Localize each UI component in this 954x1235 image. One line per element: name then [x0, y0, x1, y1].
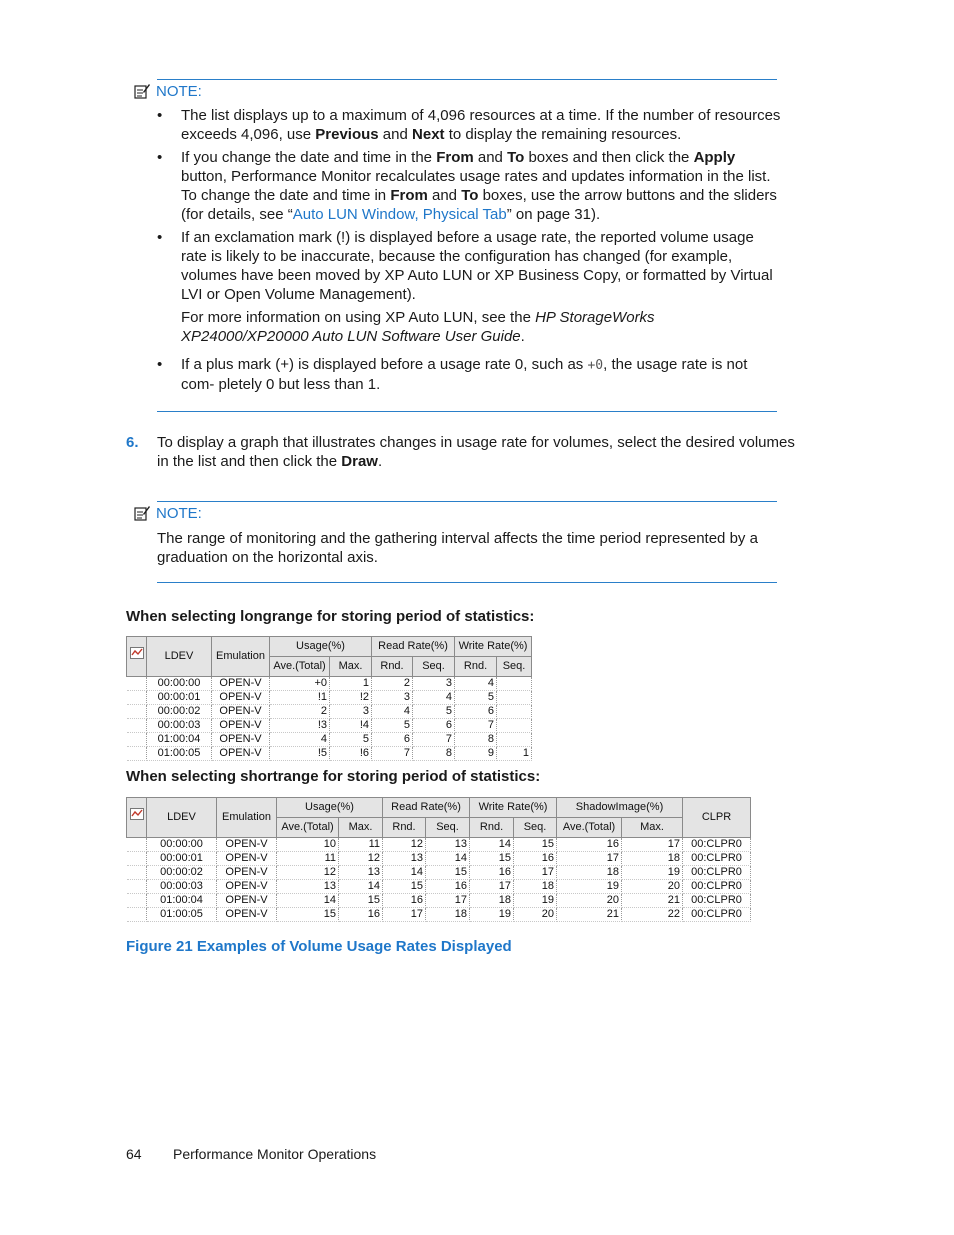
column-header-max[interactable]: Max.	[330, 657, 372, 677]
table-cell: 7	[455, 719, 497, 733]
table-cell: OPEN-V	[212, 691, 270, 705]
table-cell: 4	[455, 677, 497, 691]
graph-toggle-header[interactable]	[127, 798, 147, 838]
column-header-read-rnd[interactable]: Rnd.	[372, 657, 413, 677]
step-number: 6.	[126, 434, 139, 451]
shortrange-table	[126, 797, 751, 922]
table-cell: 15	[514, 838, 557, 852]
table-cell: 2	[372, 677, 413, 691]
table-cell: 00:CLPR0	[683, 838, 751, 852]
shortrange-heading: When selecting shortrange for storing period of statistics:	[126, 768, 541, 785]
text-run: .	[377, 453, 383, 470]
text-run: For more information on using XP Auto LUN, see the	[181, 309, 536, 326]
row-select-cell[interactable]	[127, 894, 147, 908]
table-cell: 00:00:03	[147, 880, 217, 894]
table-cell: 20	[622, 880, 683, 894]
table-cell	[497, 677, 532, 691]
table-cell: 14	[383, 866, 426, 880]
table-cell: 3	[372, 691, 413, 705]
table-cell: 00:00:00	[147, 838, 217, 852]
table-row[interactable]	[127, 677, 532, 691]
bold-term: Draw	[341, 453, 378, 470]
row-select-cell[interactable]	[127, 677, 147, 691]
table-cell: OPEN-V	[217, 852, 277, 866]
column-header-shadow-max[interactable]: Max.	[622, 818, 683, 838]
table-cell: 16	[426, 880, 470, 894]
bullet-text	[181, 106, 782, 144]
table-cell: 4	[270, 733, 330, 747]
column-header-ave-total[interactable]: Ave.(Total)	[277, 818, 339, 838]
table-cell: !5	[270, 747, 330, 761]
table-cell: 12	[339, 852, 383, 866]
note2-text: The range of monitoring and the gathering interval affects the time period represented by a graduation on the horizontal axis.	[157, 530, 758, 566]
column-header-shadow-ave-total[interactable]: Ave.(Total)	[557, 818, 622, 838]
bold-term: Previous	[315, 126, 379, 143]
text-run: to display the remaining resources.	[444, 126, 682, 143]
table-cell: OPEN-V	[217, 880, 277, 894]
text-run: and	[378, 126, 413, 143]
table-cell	[497, 691, 532, 705]
table-cell: 00:00:02	[147, 705, 212, 719]
figure-caption: Figure 21 Examples of Volume Usage Rates Displayed	[126, 938, 512, 955]
table-cell: 5	[413, 705, 455, 719]
column-header-read-seq[interactable]: Seq.	[426, 818, 470, 838]
table-cell: OPEN-V	[212, 733, 270, 747]
table-cell: 16	[557, 838, 622, 852]
table-row[interactable]	[127, 838, 751, 852]
row-select-cell[interactable]	[127, 705, 147, 719]
text-run: and	[473, 149, 508, 166]
bold-term: From	[390, 187, 428, 204]
text-run: and	[427, 187, 462, 204]
table-row[interactable]	[127, 691, 532, 705]
cross-reference-link[interactable]: Auto LUN Window, Physical Tab	[292, 206, 507, 223]
table-cell: OPEN-V	[212, 719, 270, 733]
table-row[interactable]	[127, 894, 751, 908]
table-cell: 20	[514, 908, 557, 922]
table-cell: 3	[413, 677, 455, 691]
table-cell: 16	[383, 894, 426, 908]
column-header-emulation[interactable]: Emulation	[217, 798, 277, 838]
bold-term: To	[461, 187, 479, 204]
table-cell: 11	[277, 852, 339, 866]
footer-title: Performance Monitor Operations	[173, 1146, 377, 1162]
table-row[interactable]	[127, 705, 532, 719]
table-cell: 18	[426, 908, 470, 922]
table-cell: 00:00:01	[147, 691, 212, 705]
table-cell: 21	[557, 908, 622, 922]
table-cell: 15	[426, 866, 470, 880]
bullet-extra-text	[181, 308, 782, 346]
table-cell: 7	[372, 747, 413, 761]
column-header-max[interactable]: Max.	[339, 818, 383, 838]
column-header-write-rate[interactable]: Write Rate(%)	[455, 637, 532, 657]
table-cell: 19	[514, 894, 557, 908]
row-select-cell[interactable]	[127, 747, 147, 761]
table-cell: +0	[270, 677, 330, 691]
column-header-read-rate[interactable]: Read Rate(%)	[383, 798, 470, 818]
table-cell: 01:00:05	[147, 747, 212, 761]
column-header-write-rnd[interactable]: Rnd.	[455, 657, 497, 677]
note2-label: NOTE:	[156, 504, 202, 522]
text-run: If an exclamation mark (!) is displayed before a usage rate, the reported volume usage rate is likely to be inaccurate, because the configuration has changed (for example, volumes have been moved by XP Auto LUN or XP Business Copy, or formatted by Virtual LVI or Open Volume Management).	[181, 229, 773, 303]
table-cell: 4	[413, 691, 455, 705]
row-select-cell[interactable]	[127, 908, 147, 922]
column-header-read-rnd[interactable]: Rnd.	[383, 818, 426, 838]
table-cell: 1	[330, 677, 372, 691]
page-number: 64	[126, 1146, 142, 1162]
table-cell: 19	[557, 880, 622, 894]
table-cell: OPEN-V	[212, 747, 270, 761]
table-cell: 19	[622, 866, 683, 880]
table-cell	[497, 705, 532, 719]
row-select-cell[interactable]	[127, 719, 147, 733]
table-cell: 16	[470, 866, 514, 880]
note1-bullet-list	[157, 106, 782, 398]
table-row[interactable]	[127, 719, 532, 733]
text-run: , the usage rate is not com- pletely 0 but less than 1.	[181, 356, 748, 393]
note2-bottom-rule	[157, 582, 777, 583]
table-cell: 22	[622, 908, 683, 922]
table-cell: 4	[372, 705, 413, 719]
table-cell: !6	[330, 747, 372, 761]
column-header-write-seq[interactable]: Seq.	[497, 657, 532, 677]
text-run: The list displays up to a maximum of 4,096 resources at a time. If the number of resources exceeds 4,096, use	[181, 107, 781, 143]
table-cell: 00:00:03	[147, 719, 212, 733]
column-header-emulation[interactable]: Emulation	[212, 637, 270, 677]
table-cell: 17	[383, 908, 426, 922]
table-cell: 16	[339, 908, 383, 922]
table-cell: 6	[455, 705, 497, 719]
graph-toggle-header[interactable]	[127, 637, 147, 677]
table-row[interactable]	[127, 866, 751, 880]
italic-title: HP StorageWorks XP24000/XP20000 Auto LUN Software User Guide	[181, 309, 655, 345]
graph-toggle-icon	[130, 808, 144, 820]
bullet-dot: •	[157, 229, 163, 246]
column-header-read-seq[interactable]: Seq.	[413, 657, 455, 677]
longrange-table	[126, 636, 532, 761]
table-cell: 14	[426, 852, 470, 866]
table-cell: 00:00:01	[147, 852, 217, 866]
table-cell: 15	[470, 852, 514, 866]
table-cell: 17	[557, 852, 622, 866]
note-pencil-icon	[134, 505, 150, 521]
row-select-cell[interactable]	[127, 852, 147, 866]
table-cell: 17	[622, 838, 683, 852]
code-value: +0	[587, 358, 604, 373]
row-select-cell[interactable]	[127, 838, 147, 852]
table-cell: 6	[372, 733, 413, 747]
table-cell: 01:00:04	[147, 733, 212, 747]
page-footer	[126, 1145, 377, 1164]
note1-top-rule	[157, 79, 777, 80]
table-cell: 00:CLPR0	[683, 894, 751, 908]
text-run: boxes, use the arrow buttons and the sliders (for details, see “	[181, 187, 777, 223]
row-select-cell[interactable]	[127, 691, 147, 705]
note-bullet-item	[157, 148, 782, 224]
table-cell: 18	[470, 894, 514, 908]
note1-header	[134, 81, 202, 101]
table-cell: 16	[514, 852, 557, 866]
table-cell: 6	[413, 719, 455, 733]
table-row[interactable]	[127, 908, 751, 922]
text-run: To display a graph that illustrates changes in usage rate for volumes, select the desired volumes in the list and then click the	[157, 434, 795, 470]
table-cell: 19	[470, 908, 514, 922]
table-cell: 15	[383, 880, 426, 894]
table-cell: 3	[330, 705, 372, 719]
column-header-write-seq[interactable]: Seq.	[514, 818, 557, 838]
column-header-clpr[interactable]: CLPR	[683, 798, 751, 838]
table-cell: 00:CLPR0	[683, 852, 751, 866]
table-cell: 5	[372, 719, 413, 733]
table-cell: 00:00:02	[147, 866, 217, 880]
step6-text	[157, 433, 802, 471]
row-select-cell[interactable]	[127, 880, 147, 894]
table-cell: 1	[497, 747, 532, 761]
table-cell: 00:CLPR0	[683, 866, 751, 880]
column-header-read-rate[interactable]: Read Rate(%)	[372, 637, 455, 657]
table-cell: 18	[514, 880, 557, 894]
table-cell: 12	[383, 838, 426, 852]
longrange-heading: When selecting longrange for storing period of statistics:	[126, 608, 535, 625]
table-cell: 9	[455, 747, 497, 761]
bullet-text	[181, 228, 782, 304]
table-row[interactable]	[127, 880, 751, 894]
table-cell: 20	[557, 894, 622, 908]
table-cell: 8	[413, 747, 455, 761]
table-cell	[497, 733, 532, 747]
table-cell: 17	[470, 880, 514, 894]
text-run: If you change the date and time in the	[181, 149, 437, 166]
table-cell: 18	[557, 866, 622, 880]
table-cell: 10	[277, 838, 339, 852]
table-row[interactable]	[127, 747, 532, 761]
column-header-write-rnd[interactable]: Rnd.	[470, 818, 514, 838]
table-cell	[497, 719, 532, 733]
table-cell: 01:00:04	[147, 894, 217, 908]
table-cell: 14	[277, 894, 339, 908]
table-cell: 21	[622, 894, 683, 908]
table-cell: 17	[514, 866, 557, 880]
table-cell: !1	[270, 691, 330, 705]
table-cell: 13	[426, 838, 470, 852]
graph-toggle-icon	[130, 647, 144, 659]
table-cell: 13	[383, 852, 426, 866]
table-cell: 17	[426, 894, 470, 908]
table-cell: 00:00:00	[147, 677, 212, 691]
table-cell: OPEN-V	[212, 705, 270, 719]
table-cell: 14	[339, 880, 383, 894]
table-cell: OPEN-V	[217, 866, 277, 880]
column-header-ldev[interactable]: LDEV	[147, 637, 212, 677]
bold-term: Apply	[693, 149, 736, 166]
bold-term: From	[436, 149, 474, 166]
table-cell: 12	[277, 866, 339, 880]
column-header-shadowimage[interactable]: ShadowImage(%)	[557, 798, 683, 818]
table-cell: 14	[470, 838, 514, 852]
bold-term: Next	[412, 126, 445, 143]
table-cell: !3	[270, 719, 330, 733]
table-cell: 5	[455, 691, 497, 705]
row-select-cell[interactable]	[127, 866, 147, 880]
note-bullet-item	[157, 228, 782, 346]
table-cell: 15	[339, 894, 383, 908]
row-select-cell[interactable]	[127, 733, 147, 747]
note2-top-rule	[157, 501, 777, 502]
bullet-dot: •	[157, 149, 163, 166]
column-header-ldev[interactable]: LDEV	[147, 798, 217, 838]
table-cell: 7	[413, 733, 455, 747]
column-header-ave-total[interactable]: Ave.(Total)	[270, 657, 330, 677]
text-run: .	[520, 328, 525, 345]
text-run: button, Performance Monitor recalculates usage rates and updates information in the list. To change the date and time in	[181, 168, 771, 204]
column-header-write-rate[interactable]: Write Rate(%)	[470, 798, 557, 818]
text-run: If a plus mark (+) is displayed before a usage rate 0, such as	[181, 356, 588, 373]
table-cell: 13	[277, 880, 339, 894]
table-cell: 2	[270, 705, 330, 719]
note-bullet-item	[157, 355, 782, 394]
table-cell: OPEN-V	[212, 677, 270, 691]
table-cell: OPEN-V	[217, 838, 277, 852]
table-cell: 13	[339, 866, 383, 880]
text-run: ” on page 31).	[506, 206, 601, 223]
note-bullet-item	[157, 106, 782, 144]
note1-bottom-rule	[157, 411, 777, 412]
table-row[interactable]	[127, 852, 751, 866]
column-header-usage[interactable]: Usage(%)	[270, 637, 372, 657]
note2-header	[134, 503, 202, 523]
table-cell: 00:CLPR0	[683, 908, 751, 922]
bullet-dot: •	[157, 107, 163, 124]
bullet-text	[181, 355, 782, 394]
table-cell: 8	[455, 733, 497, 747]
table-cell: 15	[277, 908, 339, 922]
column-header-usage[interactable]: Usage(%)	[277, 798, 383, 818]
bullet-dot: •	[157, 356, 163, 373]
table-row[interactable]	[127, 733, 532, 747]
table-cell: OPEN-V	[217, 894, 277, 908]
bullet-text	[181, 148, 782, 224]
table-cell: OPEN-V	[217, 908, 277, 922]
table-cell: 5	[330, 733, 372, 747]
note1-label: NOTE:	[156, 82, 202, 100]
table-cell: !2	[330, 691, 372, 705]
table-cell: 11	[339, 838, 383, 852]
table-cell: 01:00:05	[147, 908, 217, 922]
table-cell: 18	[622, 852, 683, 866]
table-cell: 00:CLPR0	[683, 880, 751, 894]
bold-term: To	[507, 149, 525, 166]
table-cell: !4	[330, 719, 372, 733]
note-pencil-icon	[134, 83, 150, 99]
text-run: boxes and then click the	[524, 149, 694, 166]
